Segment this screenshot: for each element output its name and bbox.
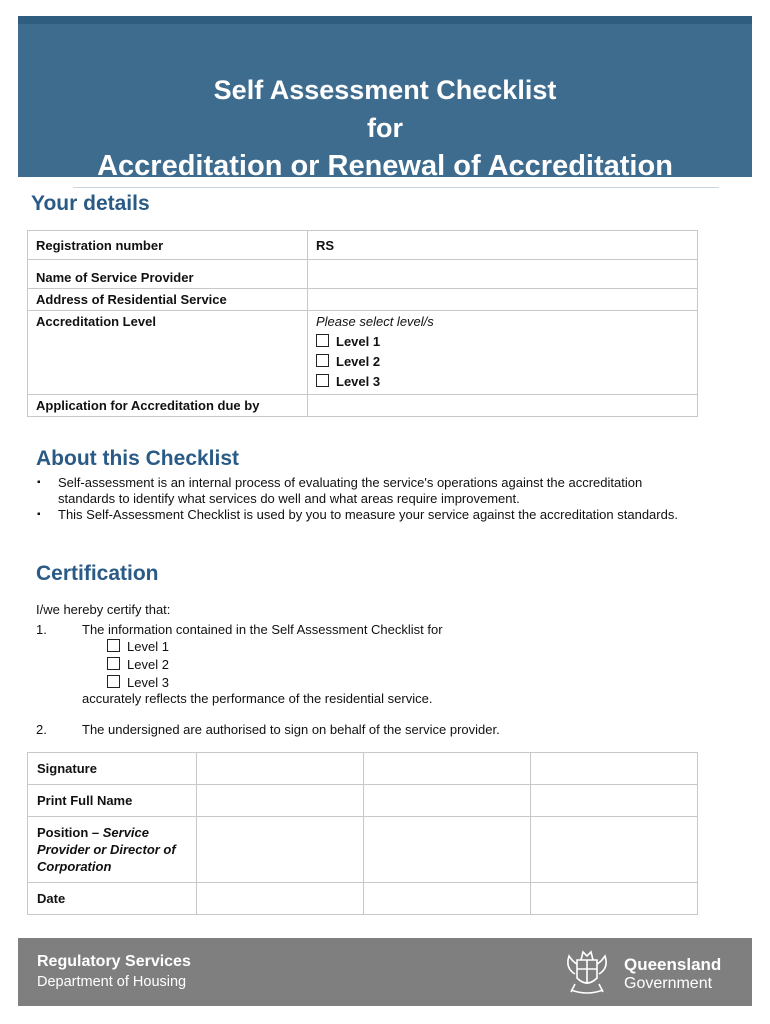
level-3-option[interactable] xyxy=(316,374,689,389)
about-heading: About this Checklist xyxy=(36,447,240,470)
level-field xyxy=(308,311,698,395)
name-label: Print Full Name xyxy=(28,785,197,817)
header-top-line xyxy=(18,16,752,24)
level-3-label: Level 3 xyxy=(336,374,381,389)
provider-label: Name of Service Provider xyxy=(28,260,308,289)
name-row xyxy=(28,785,698,817)
about-bullets xyxy=(36,475,686,524)
name-cell[interactable] xyxy=(364,785,531,817)
signature-cell[interactable] xyxy=(364,753,531,785)
title-line-1: Self Assessment Checklist xyxy=(213,75,557,105)
cert-level-1-label: Level 1 xyxy=(127,639,169,654)
name-cell[interactable] xyxy=(531,785,698,817)
provider-row xyxy=(28,260,698,289)
address-label: Address of Residential Service xyxy=(28,289,308,311)
registration-row xyxy=(28,231,698,260)
registration-field[interactable]: RS xyxy=(308,231,698,260)
checkbox-icon[interactable] xyxy=(107,657,120,670)
position-label xyxy=(28,817,197,883)
signature-label: Signature xyxy=(28,753,197,785)
address-row xyxy=(28,289,698,311)
signature-cell[interactable] xyxy=(197,753,364,785)
due-label: Application for Accreditation due by xyxy=(28,395,308,417)
position-cell[interactable] xyxy=(364,817,531,883)
checkbox-icon[interactable] xyxy=(316,334,329,347)
item-1-tail-text: accurately reflects the performance of the residential service. xyxy=(82,691,433,706)
logo-line-1: Queensland xyxy=(624,955,722,974)
checkbox-icon[interactable] xyxy=(316,374,329,387)
logo-line-2: Government xyxy=(624,975,713,992)
cert-level-3-label: Level 3 xyxy=(127,675,169,690)
footer-banner xyxy=(18,938,752,1006)
details-table xyxy=(27,230,698,417)
due-field[interactable] xyxy=(308,395,698,417)
checkbox-icon[interactable] xyxy=(316,354,329,367)
signature-row xyxy=(28,753,698,785)
provider-field[interactable] xyxy=(308,260,698,289)
footer-dept: Department of Housing xyxy=(37,974,187,990)
bullet-text-1: Self-assessment is an internal process of evaluating the service's operations against the accreditation standards to identify what services do well and what areas require improvement. xyxy=(58,475,643,506)
date-label: Date xyxy=(28,883,197,915)
signature-table xyxy=(27,752,698,915)
cert-level-2-label: Level 2 xyxy=(127,657,169,672)
due-row xyxy=(28,395,698,417)
level-1-option[interactable] xyxy=(316,334,689,349)
item-2-number: 2. xyxy=(36,722,47,737)
cert-level-2-option[interactable] xyxy=(107,656,169,674)
list-item xyxy=(36,475,686,506)
title-underline xyxy=(73,187,719,188)
position-label-italic: Service Provider or Director of Corporation xyxy=(37,825,176,874)
level-label: Accreditation Level xyxy=(28,311,308,395)
queensland-crest-icon xyxy=(559,944,615,1000)
level-2-label: Level 2 xyxy=(336,354,381,369)
position-cell[interactable] xyxy=(197,817,364,883)
bullet-text-2: This Self-Assessment Checklist is used by you to measure your service against the accreditation standards. xyxy=(58,507,678,522)
checkbox-icon[interactable] xyxy=(107,675,120,688)
registration-label: Registration number xyxy=(28,231,308,260)
name-cell[interactable] xyxy=(197,785,364,817)
footer-org: Regulatory Services xyxy=(37,953,191,970)
title-banner xyxy=(18,24,752,182)
certification-heading: Certification xyxy=(36,562,159,585)
position-row xyxy=(28,817,698,883)
item-2-text: The undersigned are authorised to sign on behalf of the service provider. xyxy=(82,722,500,737)
item-1-text: The information contained in the Self Assessment Checklist for xyxy=(82,622,443,637)
level-2-option[interactable] xyxy=(316,354,689,369)
date-cell[interactable] xyxy=(531,883,698,915)
item-1-number: 1. xyxy=(36,622,47,637)
cert-level-1-option[interactable] xyxy=(107,638,169,656)
certification-intro: I/we hereby certify that: xyxy=(36,602,171,617)
your-details-heading: Your details xyxy=(31,192,150,215)
cert-level-3-option[interactable] xyxy=(107,674,169,692)
level-1-label: Level 1 xyxy=(336,334,381,349)
level-placeholder: Please select level/s xyxy=(316,314,434,329)
date-cell[interactable] xyxy=(364,883,531,915)
signature-cell[interactable] xyxy=(531,753,698,785)
position-cell[interactable] xyxy=(531,817,698,883)
certification-levels xyxy=(107,638,169,692)
bullet-icon: ▪ xyxy=(37,509,41,520)
bullet-icon: ▪ xyxy=(37,477,41,488)
checkbox-icon[interactable] xyxy=(107,639,120,652)
title-line-3: Accreditation or Renewal of Accreditation xyxy=(97,150,673,182)
list-item xyxy=(36,507,686,523)
title-line-2: for xyxy=(367,113,403,143)
level-row xyxy=(28,311,698,395)
position-label-bold: Position – xyxy=(37,825,103,840)
date-cell[interactable] xyxy=(197,883,364,915)
date-row xyxy=(28,883,698,915)
address-field[interactable] xyxy=(308,289,698,311)
